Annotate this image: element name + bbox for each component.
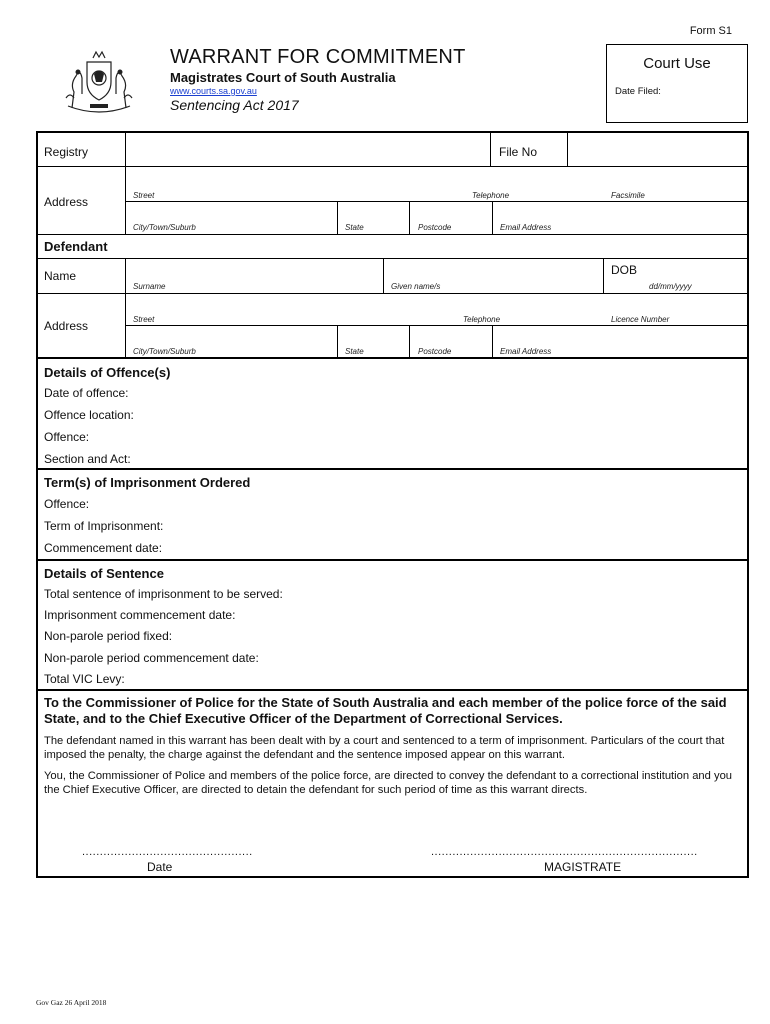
court-name: Magistrates Court of South Australia xyxy=(170,70,396,85)
divider xyxy=(409,201,410,234)
divider xyxy=(603,258,604,293)
section-divider xyxy=(36,357,749,359)
term-of-imprisonment-label: Term of Imprisonment: xyxy=(44,519,164,533)
telephone-caption: Telephone xyxy=(472,191,510,200)
divider xyxy=(492,325,493,357)
dob-label: DOB xyxy=(611,263,638,277)
offence-location-label: Offence location: xyxy=(44,408,134,422)
total-sentence-label: Total sentence of imprisonment to be served: xyxy=(44,587,283,601)
date-label: Date xyxy=(147,860,173,874)
licence-caption: Licence Number xyxy=(611,315,670,324)
divider xyxy=(125,325,749,326)
section-divider xyxy=(36,689,749,691)
date-filed-label: Date Filed: xyxy=(615,86,661,97)
section-divider xyxy=(36,559,749,561)
imprisonment-commencement-label: Imprisonment commencement date: xyxy=(44,608,236,622)
address-label: Address xyxy=(44,195,89,209)
term-offence-label: Offence: xyxy=(44,497,90,511)
telephone-caption: Telephone xyxy=(463,315,501,324)
registry-field[interactable] xyxy=(127,134,489,165)
non-parole-period-label: Non-parole period fixed: xyxy=(44,629,173,643)
sentence-heading: Details of Sentence xyxy=(44,566,164,581)
state-caption: State xyxy=(345,223,364,232)
surname-caption: Surname xyxy=(133,282,166,291)
defendant-address-label: Address xyxy=(44,319,89,333)
divider xyxy=(36,166,749,167)
divider xyxy=(409,325,410,357)
warrant-paragraph-1: The defendant named in this warrant has been dealt with by a court and sentenced to a term of imprisonment. Particulars of the court that imposed the penalty, the charge against the defendant and the sentence imposed appear on this warrant. xyxy=(44,735,725,761)
warrant-heading: To the Commissioner of Police for the State of South Australia and each member of the police force of the said State, and to the Chief Executive Officer of the Department of Correctional Services. xyxy=(44,695,727,726)
given-names-caption: Given name/s xyxy=(391,282,441,291)
facsimile-caption: Facsimile xyxy=(611,191,645,200)
divider xyxy=(125,133,126,166)
non-parole-commencement-label: Non-parole period commencement date: xyxy=(44,651,259,665)
divider xyxy=(36,258,749,259)
dob-format-caption: dd/mm/yyyy xyxy=(649,282,692,291)
divider xyxy=(383,258,384,293)
divider xyxy=(125,258,126,357)
state-caption: State xyxy=(345,347,364,356)
divider xyxy=(567,133,568,166)
postcode-caption: Postcode xyxy=(418,347,452,356)
name-label: Name xyxy=(44,269,77,283)
form-number: Form S1 xyxy=(689,25,732,37)
divider xyxy=(125,166,126,234)
court-website-link[interactable]: www.courts.sa.gov.au xyxy=(170,86,257,96)
divider xyxy=(36,293,749,294)
offence-label: Offence: xyxy=(44,430,90,444)
divider xyxy=(337,325,338,357)
divider xyxy=(492,201,493,234)
defendant-heading: Defendant xyxy=(44,239,108,254)
file-no-field[interactable] xyxy=(569,134,747,165)
date-of-offence-label: Date of offence: xyxy=(44,386,129,400)
section-divider xyxy=(36,468,749,470)
email-caption: Email Address xyxy=(500,347,552,356)
street-caption: Street xyxy=(133,191,155,200)
divider xyxy=(125,201,749,202)
section-and-act-label: Section and Act: xyxy=(44,452,131,466)
terms-heading: Term(s) of Imprisonment Ordered xyxy=(44,475,251,490)
total-vic-levy-label: Total VIC Levy: xyxy=(44,672,125,686)
warrant-paragraph-2: You, the Commissioner of Police and members of the police force, are directed to convey the defendant to a correctional institution and you the Chief Executive Officer, are directed to detain the defendant for such period of time as this warrant directs. xyxy=(44,770,733,796)
postcode-caption: Postcode xyxy=(418,223,452,232)
court-use-box xyxy=(606,44,748,123)
act-name: Sentencing Act 2017 xyxy=(170,97,299,113)
form-title: WARRANT FOR COMMITMENT xyxy=(170,46,466,68)
email-caption: Email Address xyxy=(500,223,552,232)
offences-heading: Details of Offence(s) xyxy=(44,365,171,380)
file-no-label: File No xyxy=(499,145,538,159)
divider xyxy=(337,201,338,234)
city-caption: City/Town/Suburb xyxy=(133,223,196,232)
commencement-date-label: Commencement date: xyxy=(44,541,163,555)
form-frame xyxy=(36,131,749,878)
date-signature-line[interactable]: ................................................ xyxy=(82,846,253,858)
street-caption: Street xyxy=(133,315,155,324)
magistrate-label: MAGISTRATE xyxy=(544,860,622,874)
court-use-heading: Court Use xyxy=(643,55,711,72)
footer-note: Gov Gaz 26 April 2018 xyxy=(36,998,107,1007)
city-caption: City/Town/Suburb xyxy=(133,347,196,356)
coat-of-arms-icon xyxy=(60,48,138,120)
registry-label: Registry xyxy=(44,145,89,159)
divider xyxy=(490,133,491,166)
divider xyxy=(36,234,749,235)
magistrate-signature-line[interactable]: ........................................................................... xyxy=(431,846,698,858)
